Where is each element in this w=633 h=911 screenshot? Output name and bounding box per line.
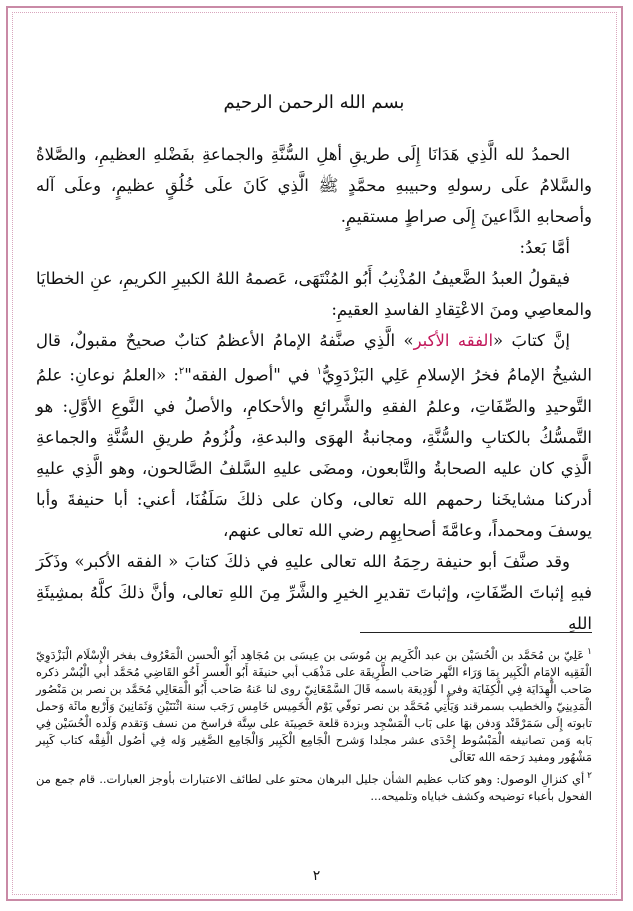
footnote-text: عَلِيّ بن مُحَمَّد بن الْحُسَيْن بن عبد الْكَرِيم بن مُوسَى بن عِيسَى بن مُجَاهِد أَبُو الْحسن الْمَعْرُوف بفخر الْإِسْلَام الْبَزْدَوِيّ الْفَقِيه الإِمَام الْكَبِير بِمَا وَرَاء النَّهر صَاحب الطَّرِيقَة على مَذْهَب أبي حنيفَة أَبُو الْعسر أَخُو القَاضِي مُحَمَّد أبي الْيُسْر ذكره صَاحب الْهِدَايَة فِي الْكِفَايَة وفي ا لْوَدِيعَة باسمه قَالَ السَّمْعَانِيّ روى لنا عَنهُ صَاحب أَبُو الْمَعَالِي مُحَمَّد بن نصر بن مَنْصُور الْمَدِينِيّ والخطيب بسمرقند وَيَأْتِي مُحَمَّد بن نصر توفّي يَوْم الْخَمِيس خَامِس رَجَب سنة اثْنَتَيْنِ وَثَمَانِينَ وَأَرْبع مائَة وَحمل تابوته إِلَى سَمَرْقَنْد وَدفن بهَا على بَاب الْمَسْجِد وبزدة قلعة حَصِينَة على سِتَّة فراسخ من نسف وَتقدم وَلَده الْحُسَيْن فِي بَابه وَمن تصانيفه الْمَبْسُوط إِحْدَى عشر مجلدا وَشرح الْجَامِع الْكَبِير وَالْجَامِع الصَّغِير وَله فِي أصُول الْفِقْه كتاب كَبِير مَشْهُور ومفيد رَحمَه الله تَعَالَى: [36, 647, 592, 764]
footnote-ref-1[interactable]: ١: [316, 366, 323, 377]
footnote-number: ١: [587, 647, 592, 657]
text-segment: في "أصول الفقه": [184, 365, 317, 385]
footnote-text: أي كنزالِ الوصول: وهو كتاب عظيم الشأن جليل البرهان محتو على لطائف الاعتبارات بأوجز العبارات.. قام جمع من الفحول بأعباء توضيحه وكشف خباياه وتلميحه...: [36, 771, 592, 803]
footnote-2: [36, 768, 592, 805]
footnotes: [36, 644, 592, 807]
footnote-number: ٢: [587, 770, 592, 781]
footnote-1: [36, 644, 592, 766]
page-number: ٢: [312, 868, 321, 884]
footnote-ref-2[interactable]: ٢: [178, 366, 185, 377]
paragraph-amma-bad: أمَّا بَعدُ:: [519, 238, 570, 257]
paragraph-fiqh-akbar: [36, 325, 592, 546]
basmala-heading: بسم الله الرحمن الرحيم: [223, 92, 405, 113]
footnote-separator: [360, 632, 592, 633]
paragraph-author-intro: فيقولُ العبدُ الضَّعيفُ المُذْنِبُ أَبُو المُنْتَهَى، عَصمهُ اللهُ الكبيرِ الكريمِ، عنِ الخطايَا والمعاصِي ومنَ الاعْتِقادِ الفاسدِ العقيمِ:: [36, 269, 592, 319]
page-body: [36, 92, 592, 882]
text-segment: إنَّ كتابَ «: [493, 331, 570, 350]
paragraph-praise: الحمدُ لله الَّذِي هَدَانَا إِلَى طريقِ أهلِ السُّنَّةِ والجماعةِ بفَضْلهِ العظيمِ، والصَّلاةُ والسَّلامُ علَى رسولهِ وحبيبهِ محمَّدٍ ﷺ الَّذِي كَانَ علَى خُلُقٍ عظيمٍ، وعلَى آله وأصحابهِ الدَّاعينَ إِلَى صراطٍ مستقيمٍ.: [36, 145, 592, 226]
paragraph-abu-hanifa: وقد صنَّفَ أبو حنيفة رحِمَهُ الله تعالى عليهِ في ذلكَ كتابَ « الفقه الأكبر» وذَكَرَ فيهِ إثباتَ الصِّفَاتِ، وإثباتَ تقديرِ الخيرِ والشَّرِّ مِنَ اللهِ تعالى، وأنَّ ذلكَ كلَّهُ بمشِيئَةِ اللهِ: [36, 551, 592, 633]
book-title-highlight: الفقه الأكبر: [413, 331, 494, 350]
text-segment: : «العلمُ نوعانِ: علمُ التَّوحيدِ والصِّفَاتِ، وعلمُ الفقهِ والشَّرائعِ والأحكامِ، والأصلُ في النَّوعِ الأوَّلِ: هو التَّمسُّكُ بالكتابِ والسُّنَّةِ، ومجانبةُ الهوَى والبدعةِ، ولُزُومُ طريقِ السُّنَّةِ والجماعةِ الَّذِي كان عليه الصحابةُ والتَّابعون، ومضَى عليهِ السَّلفُ الصَّالحون، وهو الَّذِي عليهِ أدركنا مشايخَنا رحمهم الله تعالى، وكان على ذلكَ سَلَفُنَا، أعني: أبا حنيفةَ وأبا يوسفَ ومحمداً، وعامَّةَ أصحابِهِم رضي الله تعالى عنهم،: [36, 365, 592, 540]
text-segment: » الَّذِي صنَّفهُ الإمامُ الأعظمُ كتابٌ صحيحٌ مقبولٌ، قال الشيخُ الإمامُ فخرُ الإسلامِ عَلِي البَزْدَوِيُّ: [36, 331, 593, 385]
